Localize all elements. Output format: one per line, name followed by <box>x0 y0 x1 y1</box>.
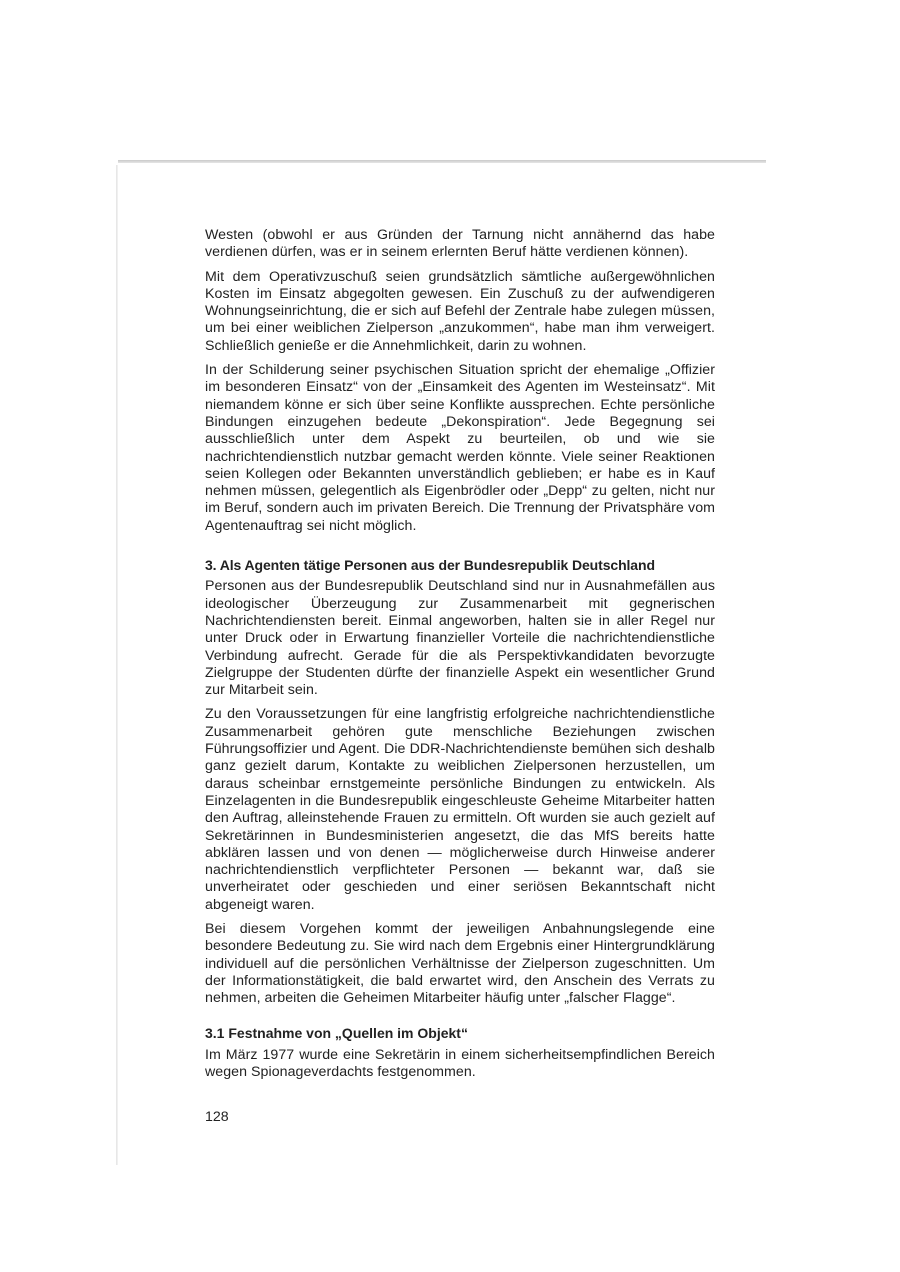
paragraph-ideologische-ueberzeugung: Personen aus der Bundesrepublik Deutschland sind nur in Ausnahmefällen aus ideologischer Überzeugung zur Zusammenarbeit mit gegnerischen Nachrichtendiensten bereit. Einmal angeworben, halten sie in aller Regel nur unter Druck oder in Erwartung finanzieller Vorteile die nachrichtendienstliche Verbindung aufrecht. Gerade für die als Perspektivkandidaten bevorzugte Zielgruppe der Studenten dürfte der finanzielle Aspekt ein wesentlicher Grund zur Mitarbeit sein. <box>205 578 715 699</box>
subsection-heading-3-1: 3.1 Festnahme von „Quellen im Objekt“ <box>205 1025 468 1042</box>
section-heading-3: 3. Als Agenten tätige Personen aus der Bundesrepublik Deutschland <box>205 557 655 574</box>
paragraph-anbahnungslegende: Bei diesem Vorgehen kommt der jeweiligen Anbahnungslegende eine besondere Bedeutung zu. Sie wird nach dem Ergebnis einer Hintergrundklärung individuell auf die persönlichen Verhältnisse der Zielperson zugeschnitten. Um der Informationstätigkeit, die bald erwartet wird, den Anschein des Verrats zu nehmen, arbeiten die Geheimen Mitarbeiter häufig unter „falscher Flagge“. <box>205 920 715 1007</box>
paragraph-westen: Westen (obwohl er aus Gründen der Tarnung nicht annähernd das habe verdienen dürfen, was er in seinem erlernten Beruf hätte verdienen können). <box>205 227 715 261</box>
paragraph-operativzuschuss: Mit dem Operativzuschuß seien grundsätzlich sämtliche außergewöhnlichen Kosten im Einsatz abgegolten gewesen. Ein Zuschuß zu der aufwendigeren Wohnungseinrichtung, die er sich auf Befehl der Zentrale habe zulegen müssen, um bei einer weiblichen Zielperson „anzukommen“, habe man ihm verweigert. Schließlich genieße er die Annehmlichkeit, darin zu wohnen. <box>205 268 715 354</box>
scan-shadow-left <box>116 165 118 1165</box>
page-number: 128 <box>205 1109 229 1126</box>
paragraph-voraussetzungen: Zu den Voraussetzungen für eine langfristig erfolgreiche nachrichtendienstliche Zusammenarbeit gehören gute menschliche Beziehungen zwischen Führungsoffizier und Agent. Die DDR-Nachrichtendienste bemühen sich deshalb ganz gezielt darum, Kontakte zu weiblichen Zielpersonen herzustellen, um daraus scheinbar ernstgemeinte persönliche Bindungen zu entwickeln. Als Einzelagenten in die Bundesrepublik eingeschleuste Geheime Mitarbeiter hatten den Auftrag, alleinstehende Frauen zu ermitteln. Oft wurden sie auch gezielt auf Sekretärinnen in Bundesministerien angesetzt, die das MfS bereits hatte abklären lassen und von denen — möglicherweise durch Hinweise anderer nachrichtendienstlich verpflichteter Personen — bekannt war, daß sie unverheiratet oder geschieden und einer seriösen Bekanntschaft nicht abgeneigt waren. <box>205 706 715 913</box>
document-page <box>205 227 715 1126</box>
paragraph-festnahme: Im März 1977 wurde eine Sekretärin in einem sicherheitsempfindlichen Bereich wegen Spionageverdachts festgenommen. <box>205 1046 715 1081</box>
paragraph-psychische-situation: In der Schilderung seiner psychischen Situation spricht der ehemalige „Offizier im besonderen Einsatz“ von der „Einsamkeit des Agenten im Westeinsatz“. Mit niemandem könne er sich über seine Konflikte aussprechen. Echte persönliche Bindungen einzugehen bedeute „Dekonspiration“. Jede Begegnung sei ausschließlich unter dem Aspekt zu beurteilen, ob und wie sie nachrichtendienstlich nutzbar gemacht werden könnte. Viele seiner Reaktionen seien Kollegen oder Bekannten unverständlich geblieben; er habe es in Kauf nehmen müssen, gelegentlich als Eigenbrödler oder „Depp“ zu gelten, nicht nur im Beruf, sondern auch im privaten Bereich. Die Trennung der Privatsphäre vom Agentenauftrag sei nicht möglich. <box>205 362 715 534</box>
scan-shadow-top <box>118 160 766 163</box>
